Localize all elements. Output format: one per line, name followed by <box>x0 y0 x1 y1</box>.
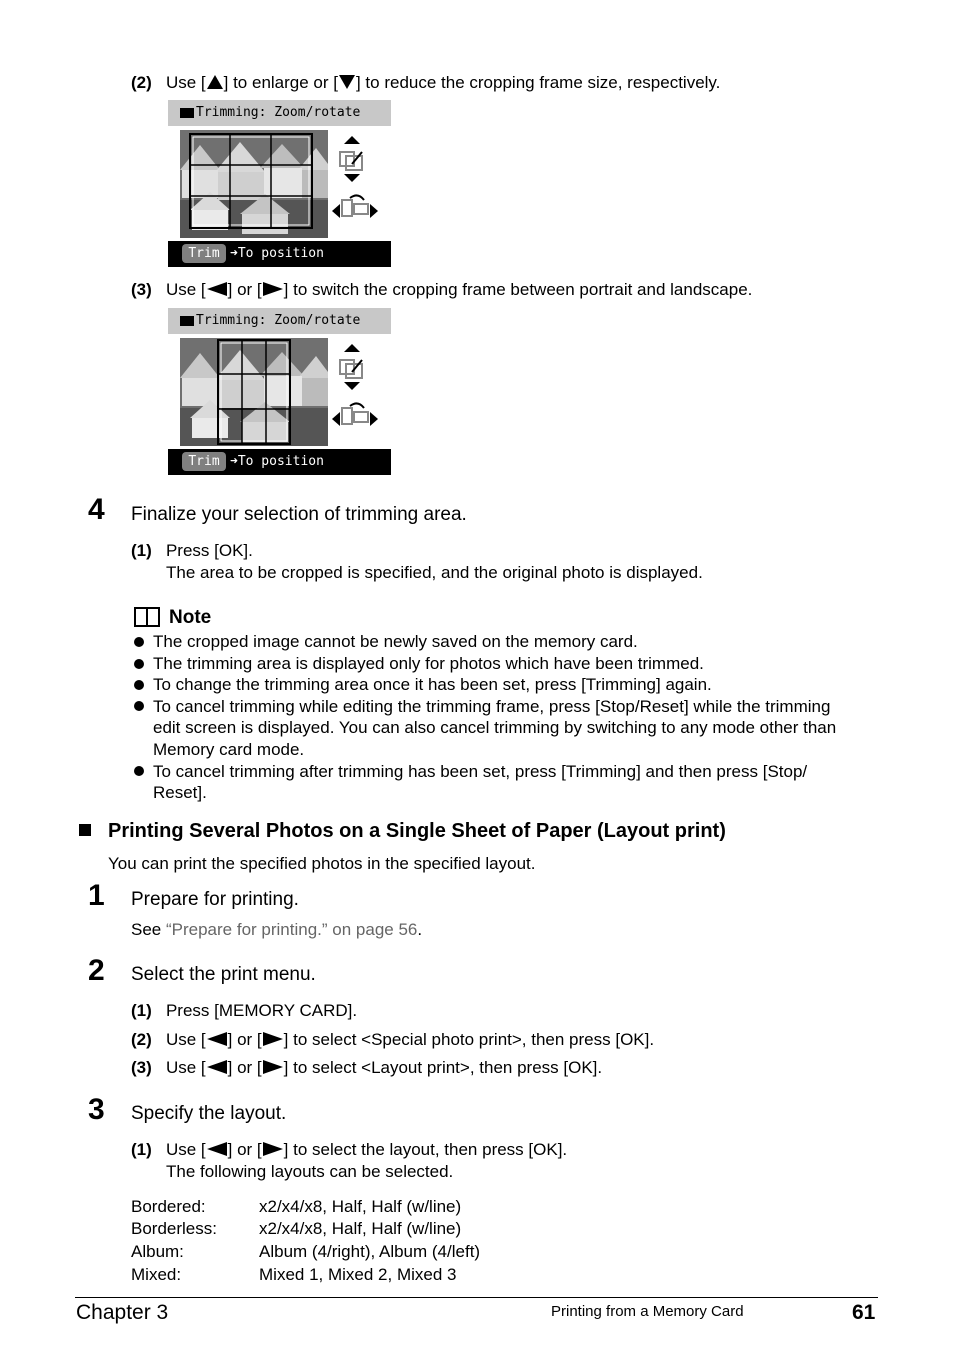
left-arrow-icon <box>207 282 227 296</box>
step-number-4: 4 <box>88 493 105 526</box>
note-item-3: To change the trimming area once it has been set, press [Trimming] again. <box>153 675 712 694</box>
footer-page-number: 61 <box>852 1301 876 1324</box>
layout-label-borderless: Borderless: <box>131 1219 217 1238</box>
up-arrow-icon <box>207 75 223 89</box>
step-2-substep-3: (3) Use [ ] or [ ] to select <Layout print>, then press [OK]. <box>131 1058 603 1077</box>
layout-label-bordered: Bordered: <box>131 1197 206 1216</box>
houses-photo-image <box>180 130 328 238</box>
lcd-footer-bar <box>168 449 391 475</box>
footer-divider <box>75 1297 878 1298</box>
layout-value-mixed: Mixed 1, Mixed 2, Mixed 3 <box>259 1265 457 1284</box>
step-4-substep-1-desc: The area to be cropped is specified, and the original photo is displayed. <box>166 563 703 582</box>
note-item-4-line-1: To cancel trimming while editing the trimming frame, press [Stop/Reset] while the trimming <box>153 697 831 716</box>
lcd-screen-zoom-landscape <box>168 100 391 267</box>
step-1-title: Prepare for printing. <box>131 889 299 910</box>
right-arrow-icon <box>263 1142 283 1156</box>
right-arrow-icon <box>263 282 283 296</box>
lcd-title-bar: Trimming: Zoom/rotate <box>168 308 391 334</box>
note-item-1: The cropped image cannot be newly saved on the memory card. <box>153 632 638 651</box>
note-item-4-line-2: edit screen is displayed. You can also cancel trimming by switching to any mode other than <box>153 718 837 737</box>
zoom-rotate-controls-icon <box>332 342 388 432</box>
lcd-photo-preview <box>180 130 328 238</box>
bullet-icon <box>134 766 144 776</box>
layout-value-bordered: x2/x4/x8, Half, Half (w/line) <box>259 1197 462 1216</box>
step-number-1: 1 <box>88 879 105 912</box>
step-number-3: 3 <box>88 1093 105 1126</box>
lcd-title-bar: Trimming: Zoom/rotate <box>168 100 391 126</box>
note-item-4-line-3: Memory card mode. <box>153 740 305 759</box>
lcd-trim-label: Trim <box>182 452 226 471</box>
lcd-photo-preview <box>180 338 328 446</box>
step-2-substep-1: (1) Press [MEMORY CARD]. <box>131 1001 358 1020</box>
section-heading: Printing Several Photos on a Single Sheet of Paper (Layout print) <box>108 820 726 842</box>
step-4-title: Finalize your selection of trimming area. <box>131 504 467 525</box>
left-arrow-icon <box>207 1032 227 1046</box>
lcd-screen-zoom-portrait <box>168 308 391 475</box>
bullet-icon <box>134 659 144 669</box>
left-arrow-icon <box>207 1060 227 1074</box>
section-square-bullet-icon <box>79 824 91 836</box>
footer-chapter: Chapter 3 <box>76 1301 169 1324</box>
step-1-see: See “Prepare for printing.” on page 56. <box>131 920 423 939</box>
note-book-icon <box>134 607 160 627</box>
step-3-substep-1: (1) Use [ ] or [ ] to select the layout, then press [OK]. <box>131 1140 568 1159</box>
memory-card-icon <box>180 316 194 326</box>
right-arrow-icon <box>263 1032 283 1046</box>
step-2-title: Select the print menu. <box>131 964 316 985</box>
substep-2-enlarge: (2) Use [ ] to enlarge or [ ] to reduce the cropping frame size, respectively. <box>131 73 721 92</box>
step-2-substep-2: (2) Use [ ] or [ ] to select <Special photo print>, then press [OK]. <box>131 1030 655 1049</box>
bullet-icon <box>134 701 144 711</box>
bullet-icon <box>134 680 144 690</box>
page-56-link[interactable]: “Prepare for printing.” on page 56 <box>165 920 418 939</box>
bullet-icon <box>134 637 144 647</box>
lcd-footer-bar <box>168 241 391 267</box>
layout-label-mixed: Mixed: <box>131 1265 182 1284</box>
lcd-to-position: ➜To position <box>230 454 324 469</box>
step-4-substep-1: (1) Press [OK]. <box>131 541 253 560</box>
footer-section-title: Printing from a Memory Card <box>551 1303 744 1320</box>
lcd-trim-label: Trim <box>182 244 226 263</box>
note-heading: Note <box>169 607 212 628</box>
note-item-5-line-1: To cancel trimming after trimming has been set, press [Trimming] and then press [Stop/ <box>153 762 808 781</box>
lcd-to-position: ➜To position <box>230 246 324 261</box>
note-item-2: The trimming area is displayed only for photos which have been trimmed. <box>153 654 704 673</box>
houses-photo-image <box>180 338 328 446</box>
step-3-title: Specify the layout. <box>131 1103 287 1124</box>
section-intro: You can print the specified photos in the specified layout. <box>108 854 536 873</box>
note-item-5-line-2: Reset]. <box>153 783 207 802</box>
memory-card-icon <box>180 108 194 118</box>
layout-value-album: Album (4/right), Album (4/left) <box>259 1242 481 1261</box>
down-arrow-icon <box>339 75 355 89</box>
left-arrow-icon <box>207 1142 227 1156</box>
zoom-rotate-controls-icon <box>332 134 388 224</box>
step-3-substep-1-desc: The following layouts can be selected. <box>166 1162 454 1181</box>
layout-value-borderless: x2/x4/x8, Half, Half (w/line) <box>259 1219 462 1238</box>
substep-3-orientation: (3) Use [ ] or [ ] to switch the cropping frame between portrait and landscape. <box>131 280 753 299</box>
layout-label-album: Album: <box>131 1242 184 1261</box>
right-arrow-icon <box>263 1060 283 1074</box>
step-number-2: 2 <box>88 954 105 987</box>
